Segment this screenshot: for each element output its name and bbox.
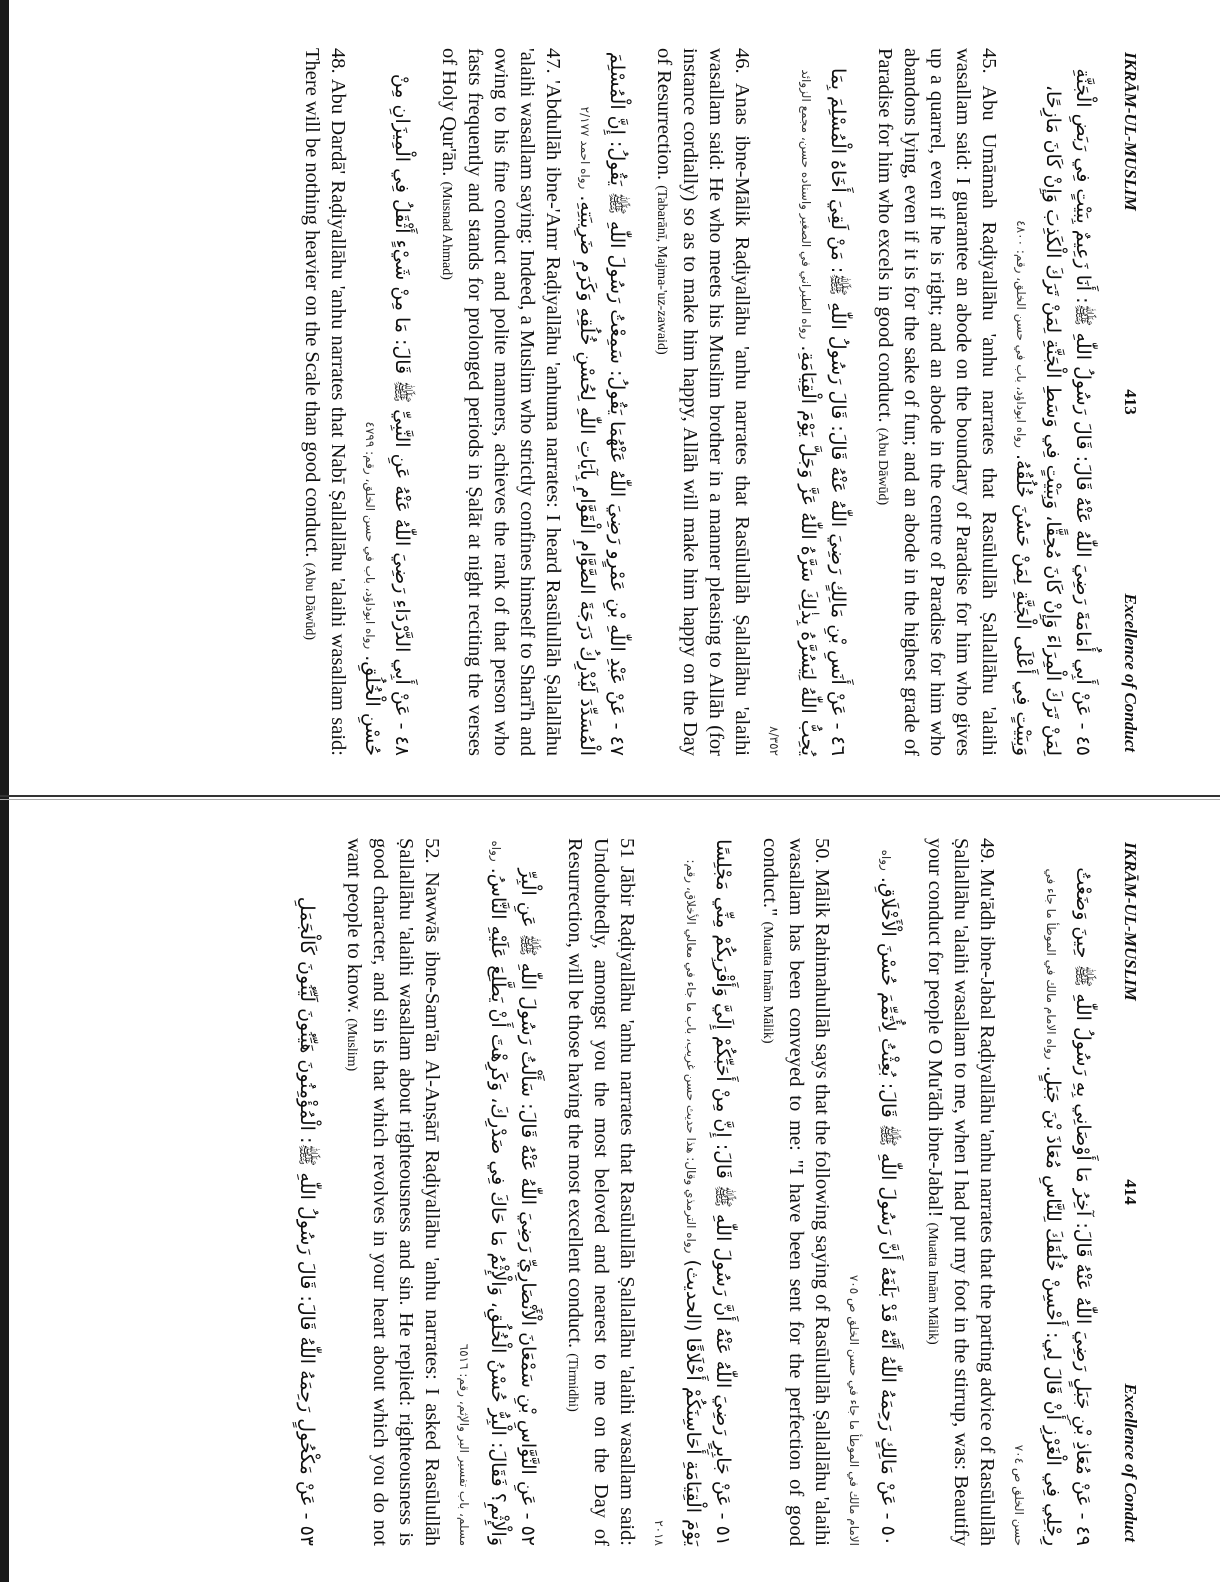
- arabic-reference: رواه ابوداؤد، باب في حسن الخلق، رقم: ٤٨٠٠: [1014, 220, 1028, 448]
- hadith-53: [290, 838, 322, 1546]
- source-citation: (Abu Dāwūd): [875, 427, 890, 506]
- page-number: 413: [1121, 389, 1140, 415]
- english-translation: 52. Nawwās ibne-Sam'ān Al-Anṣārī Raḍiyallāhu 'anhu narrates: I asked Rasūlullāh Ṣallallāhu 'alaihi wasallam about righteousness and sin. He replied: righteousness is good character, and sin is that which revolves in your heart about which you do not want people to know. (Muslim): [343, 838, 443, 1546]
- hadith-51: [559, 838, 738, 1546]
- arabic-reference: رواه الطبراني في الصغير واسناده حسن، مجمع الزوائد ٨/٣٥٢: [767, 69, 813, 756]
- arabic-text: ٥٢ - عَنِ النَّوَّاسِ بْنِ سَمْعَانَ الْأَنْصَارِيِّ رَضِيَ اللّٰهُ عَنْهُ قَالَ: سَأَلْتُ رَسُولَ اللّٰهِ ﷺ عَنِ الْبِرِّ وَالْإِثْمِ؟ فَقَالَ: الْبِرُّ حُسْنُ الْخُلُقِ، وَالْإِثْمُ مَا حَاكَ فِي صَدْرِكَ، وَكَرِهْتَ أَنْ يَطَّلِعَ عَلَيْهِ النَّاسُ. رواه مسلم، باب تفسير البر والإثم، رقم: ٦٥١٦: [457, 840, 539, 1546]
- hadith-45: [869, 48, 1098, 756]
- arabic-text: ٥١ - عَنْ جَابِرٍ رَضِيَ اللّٰهُ عَنْهُ أَنَّ رَسُولَ اللّٰهِ ﷺ قَالَ: إِنَّ مِنْ أَحَبِّكُمْ إِلَيَّ وَأَقْرَبِكُمْ مِنِّي مَجْلِسًا يَوْمَ الْقِيَامَةِ أَحَاسِنَكُمْ أَخْلَاقًا (الحديث) رواه الترمذي وقال: هذا حديث حسن غريب، باب ما جاء في معالي الأخلاق، رقم: ٢٠١٨: [652, 839, 734, 1546]
- arabic-text: ٤٦ - عَنْ أَنَسِ بْنِ مَالِكٍ رَضِيَ اللّٰهُ عَنْهُ قَالَ: قَالَ رَسُولُ اللّٰهِ ﷺ: مَنْ لَقِيَ أَخَاهُ الْمُسْلِمَ بِمَا يُحِبُّ اللّٰهُ لِيَسُرَّهُ بِذٰلِكَ سَرَّهُ اللّٰهُ عَزَّ وَجَلَّ يَوْمَ الْقِيَامَةِ. رواه الطبراني في الصغير واسناده حسن، مجمع الزوائد ٨/٣٥٢: [767, 67, 849, 756]
- source-citation: (Musnad Ahmad): [439, 181, 454, 280]
- english-translation: 45. Abu Umāmah Raḍiyallāhu 'anhu narrates that Rasūlullāh Ṣallallāhu 'alaihi wasallam said: I guarantee an abode on the boundary of Paradise for him who gives up a quarrel, even if he is right; and an abode in the centre of Paradise for him who abandons lying, even if it is for the sake of fun; and an abode in the highest grade of Paradise for him who excels in good conduct. (Abu Dāwūd): [874, 48, 1000, 756]
- arabic-text: ٤٨ - عَنْ أَبِي الدَّرْدَاءِ رَضِيَ اللّٰهُ عَنْهُ عَنِ النَّبِيِّ ﷺ قَالَ: مَا مِنْ شَيْءٍ أَثْقَلُ فِي الْمِيزَانِ مِنْ حُسْنِ الْخُلُقِ. رواه ابوداؤد، باب في حسن الخلق، رقم: ٤٧٩٩: [361, 73, 413, 756]
- arabic-reference: رواه الترمذي وقال: هذا حديث حسن غريب، باب ما جاء في معالي الأخلاق، رقم: ٢٠١٨: [652, 859, 698, 1546]
- book-page-413: [90, 12, 1150, 792]
- english-translation: 49. Mu'ādh ibne-Jabal Raḍiyallāhu 'anhu narrates that the parting advice of Rasūlullāh Ṣallallāhu 'alaihi wasallam to me, when I had put my foot in the stirrup, was: Beautify your conduct for people O Mu'ādh ibne-Jabal! (Muatta Imām Mālik): [924, 838, 998, 1546]
- english-translation: 46. Anas ibne-Mālik Raḍiyallāhu 'anhu narrates that Rasūlullāh Ṣallallāhu 'alaihi wasallam said: He who meets his Muslim brother in a manner pleasing to Allāh (for instance cordially) so as to make him happy, Allāh will make him happy on the Day of Resurrection. (Tabarānī, Majma-'uz-zawaid): [653, 48, 753, 756]
- source-citation: (Tirmidhi): [565, 1353, 580, 1412]
- source-citation: (Muatta Imām Mālik): [760, 921, 775, 1044]
- arabic-reference: رواه الامام مالك في الموطأ ما جاء في حسن الخلق ص ٧٠٤: [1012, 868, 1058, 1546]
- source-citation: (Abu Dāwūd): [302, 562, 317, 640]
- hadith-49: [919, 838, 1098, 1546]
- arabic-text: ٤٩ - عَنْ مُعَاذِ بْنِ جَبَلٍ رَضِيَ اللّٰهُ عَنْهُ قَالَ: آخِرُ مَا أَوْصَانِي بِهِ رَسُولُ اللّٰهِ ﷺ حِينَ وَضَعْتُ رِجْلِي فِي الْغَرْزِ أَنْ قَالَ لِي: أَحْسِنْ خُلُقَكَ لِلنَّاسِ مُعَاذَ بْنَ جَبَلٍ. رواه الامام مالك في الموطأ ما جاء في حسن الخلق ص ٧٠٤: [1012, 867, 1094, 1546]
- hadith-47: [433, 48, 632, 756]
- running-header: [1120, 48, 1140, 756]
- source-citation: (Muslim): [344, 1018, 359, 1072]
- english-translation: 50. Mālik Rahimahullāh says that the following saying of Rasūlullāh Ṣallallāhu 'alaihi wasallam has been conveyed to me: "I have been sent for the perfection of good conduct." (Muatta Imām Mālik): [759, 838, 833, 1546]
- book-title: IKRĀM-UL-MUSLIM: [1121, 52, 1140, 211]
- page-fold-line: [0, 795, 1220, 797]
- english-translation: 51 Jābir Raḍiyallāhu 'anhu narrates that Rasūlullāh Ṣallallāhu 'alaihi wasallam said: Undoubtedly, amongst you the most beloved and nearest to me on the Day of Resurrection, will be those having the most excellent conduct. (Tirmidhi): [564, 838, 638, 1546]
- arabic-reference: رواه احمد ٢/١٧٧: [578, 106, 592, 190]
- chapter-title: Excellence of Conduct: [1121, 593, 1140, 752]
- source-citation: (Muatta Imām Mālik): [925, 1222, 940, 1345]
- arabic-text: ٥٠ - عَنْ مَالِكٍ رَحِمَهُ اللّٰهُ أَنَّهُ قَدْ بَلَغَهُ أَنَّ رَسُولَ اللّٰهِ ﷺ قَالَ: بُعِثْتُ لِأُتَمِّمَ حُسْنَ الْأَخْلَاقِ. رواه الامام مالك في الموطأ ما جاء في حسن الخلق ص ٧٠٥: [847, 849, 899, 1546]
- hadith-50: [754, 838, 903, 1546]
- arabic-text: ٥٣ - عَنْ مَكْحُولٍ رَحِمَهُ اللّٰهُ قَالَ: قَالَ رَسُولُ اللّٰهِ ﷺ: الْمُؤْمِنُونَ هَيِّنُونَ لَيِّنُونَ كَالْجَمَلِ: [296, 896, 318, 1546]
- hadith-48: [296, 48, 417, 756]
- source-citation: (Tabarānī, Majma-'uz-zawaid): [654, 185, 669, 355]
- chapter-title: Excellence of Conduct: [1121, 1383, 1140, 1542]
- english-translation: 48. Abu Dardā' Raḍiyallāhu 'anhu narrates that Nabī Ṣallallāhu 'alaihi wasallam said: There will be nothing heavier on the Scale than good conduct. (Abu Dāwūd): [301, 48, 349, 756]
- scan-edge-bar: [0, 0, 9, 1582]
- arabic-reference: رواه مسلم، باب تفسير البر والإثم، رقم: ٦٥١٦: [457, 840, 503, 1546]
- arabic-reference: رواه ابوداؤد، باب في حسن الخلق، رقم: ٤٧٩٩: [363, 421, 377, 650]
- hadith-46: [648, 48, 853, 756]
- arabic-reference: رواه الامام مالك في الموطأ ما جاء في حسن الخلق ص ٧٠٥: [847, 849, 893, 1546]
- page-fold-line-shadow: [0, 799, 1220, 800]
- english-translation: 47. 'Abdullāh ibne-'Amr Raḍiyallāhu 'anhuma narrates: I heard Rasūlullāh Ṣallallāhu 'alaihi wasallam saying: Indeed, a Muslim who strictly confines himself to Sharī'h and owing to his fine conduct and polite manners, achieves the rank of that person who fasts frequently and stands for prolonged periods in Ṣalāt at night reciting the verses of Holy Qur'ān. (Musnad Ahmad): [438, 48, 564, 756]
- book-page-414: [90, 802, 1150, 1582]
- arabic-text: ٤٥ - عَنْ أَبِي أُمَامَةَ رَضِيَ اللّٰهُ عَنْهُ قَالَ: قَالَ رَسُولُ اللّٰهِ ﷺ: أَنَا زَعِيمٌ بِبَيْتٍ فِي رَبَضِ الْجَنَّةِ لِمَنْ تَرَكَ الْمِرَاءَ وَإِنْ كَانَ مُحِقًّا، وَبِبَيْتٍ فِي وَسَطِ الْجَنَّةِ لِمَنْ تَرَكَ الْكَذِبَ وَإِنْ كَانَ مَازِحًا، وَبِبَيْتٍ فِي أَعْلَى الْجَنَّةِ لِمَنْ حَسُنَ خُلُقُهُ. رواه ابوداؤد، باب في حسن الخلق، رقم: ٤٨٠٠: [1012, 68, 1094, 756]
- book-title: IKRĀM-UL-MUSLIM: [1121, 842, 1140, 1001]
- running-header: [1120, 838, 1140, 1546]
- hadith-52: [338, 838, 543, 1546]
- page-number: 414: [1121, 1179, 1140, 1205]
- arabic-text: ٤٧ - عَنْ عَبْدِ اللّٰهِ بْنِ عَمْرٍو رَضِيَ اللّٰهُ عَنْهُمَا يَقُولُ: سَمِعْتُ رَسُولَ اللّٰهِ ﷺ يَقُولُ: إِنَّ الْمُسْلِمَ الْمُسَدِّدَ لَيُدْرِكُ دَرَجَةَ الصَّوَّامِ الْقَوَّامِ بِآيَاتِ اللّٰهِ لِحُسْنِ خُلُقِهِ وَكَرَمِ ضَرِيبَتِهِ. رواه احمد ٢/١٧٧: [576, 51, 628, 756]
